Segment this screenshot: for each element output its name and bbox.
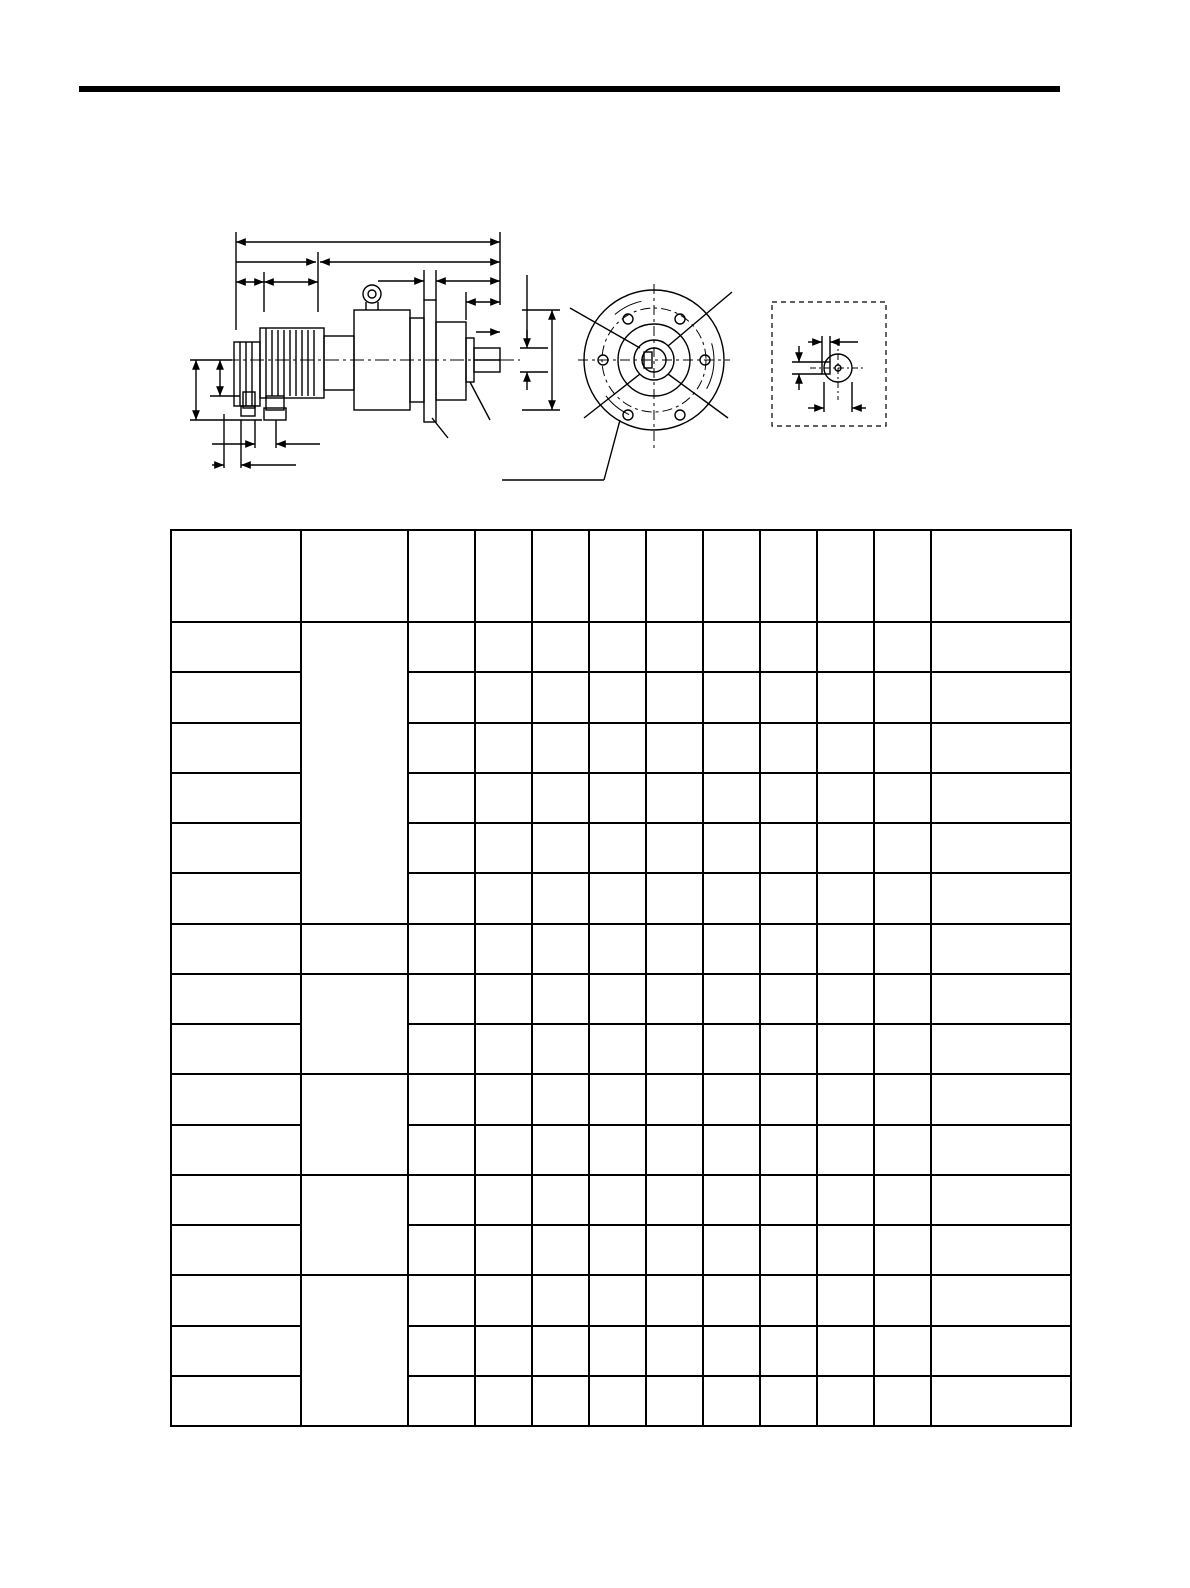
value-cell [760, 672, 817, 722]
model-cell [171, 873, 301, 923]
value-cell [532, 1225, 589, 1275]
value-cell [475, 773, 532, 823]
model-cell [171, 672, 301, 722]
value-cell [646, 1275, 703, 1325]
table-row [171, 924, 1071, 974]
value-cell [532, 1326, 589, 1376]
value-cell [817, 1175, 874, 1225]
value-cell [475, 1125, 532, 1175]
header-cell [301, 530, 408, 622]
value-cell [874, 1175, 931, 1225]
value-cell [703, 1024, 760, 1074]
header-cell [408, 530, 475, 622]
value-cell [408, 1024, 475, 1074]
table-row [171, 974, 1071, 1024]
value-cell [475, 1225, 532, 1275]
value-cell [408, 622, 475, 672]
value-cell [703, 672, 760, 722]
value-cell [874, 1024, 931, 1074]
value-cell [532, 1175, 589, 1225]
value-cell [703, 924, 760, 974]
value-cell [760, 1326, 817, 1376]
model-cell [171, 974, 301, 1024]
value-cell [589, 1326, 646, 1376]
value-cell [646, 723, 703, 773]
value-cell [532, 873, 589, 923]
value-cell [760, 773, 817, 823]
value-cell [408, 1074, 475, 1124]
flange-end-view [502, 284, 732, 480]
value-cell [817, 1326, 874, 1376]
value-cell [589, 873, 646, 923]
header-cell [171, 530, 301, 622]
value-cell [817, 1225, 874, 1275]
value-cell [589, 723, 646, 773]
value-cell [874, 924, 931, 974]
value-cell [874, 622, 931, 672]
table-body [171, 622, 1071, 1426]
value-cell [931, 672, 1071, 722]
value-cell [408, 1175, 475, 1225]
dimension-drawing [0, 0, 1190, 520]
value-cell [703, 974, 760, 1024]
table-row [171, 1275, 1071, 1325]
model-cell [171, 773, 301, 823]
value-cell [874, 723, 931, 773]
value-cell [760, 1024, 817, 1074]
value-cell [589, 672, 646, 722]
value-cell [532, 773, 589, 823]
group-cell [301, 974, 408, 1075]
value-cell [931, 1275, 1071, 1325]
value-cell [874, 1326, 931, 1376]
value-cell [874, 773, 931, 823]
group-cell [301, 1275, 408, 1426]
model-cell [171, 1376, 301, 1426]
value-cell [408, 1125, 475, 1175]
header-cell [646, 530, 703, 622]
model-cell [171, 1275, 301, 1325]
table-header-row [171, 530, 1071, 622]
value-cell [703, 823, 760, 873]
value-cell [646, 1225, 703, 1275]
dimensions-table [170, 529, 1072, 1427]
value-cell [475, 1275, 532, 1325]
value-cell [532, 672, 589, 722]
value-cell [532, 823, 589, 873]
value-cell [646, 1376, 703, 1426]
value-cell [817, 1125, 874, 1175]
value-cell [589, 1275, 646, 1325]
value-cell [646, 672, 703, 722]
value-cell [931, 1175, 1071, 1225]
value-cell [703, 1175, 760, 1225]
value-cell [589, 1024, 646, 1074]
value-cell [408, 1326, 475, 1376]
value-cell [931, 1225, 1071, 1275]
value-cell [931, 1326, 1071, 1376]
model-cell [171, 1074, 301, 1124]
value-cell [475, 1376, 532, 1426]
value-cell [931, 1376, 1071, 1426]
model-cell [171, 1125, 301, 1175]
value-cell [589, 1175, 646, 1225]
value-cell [475, 924, 532, 974]
value-cell [760, 1125, 817, 1175]
value-cell [589, 1125, 646, 1175]
value-cell [760, 1225, 817, 1275]
value-cell [532, 924, 589, 974]
value-cell [760, 823, 817, 873]
value-cell [475, 823, 532, 873]
value-cell [760, 1275, 817, 1325]
value-cell [589, 823, 646, 873]
group-cell [301, 622, 408, 924]
value-cell [589, 773, 646, 823]
value-cell [703, 1074, 760, 1124]
value-cell [703, 1376, 760, 1426]
header-cell [931, 530, 1071, 622]
value-cell [408, 974, 475, 1024]
value-cell [874, 1125, 931, 1175]
value-cell [646, 1326, 703, 1376]
header-cell [760, 530, 817, 622]
value-cell [475, 1024, 532, 1074]
value-cell [703, 1326, 760, 1376]
value-cell [475, 622, 532, 672]
value-cell [532, 1074, 589, 1124]
value-cell [646, 873, 703, 923]
table-row [171, 622, 1071, 672]
value-cell [475, 1175, 532, 1225]
group-cell [301, 1175, 408, 1276]
value-cell [703, 1225, 760, 1275]
value-cell [931, 723, 1071, 773]
group-cell [301, 1074, 408, 1175]
value-cell [874, 1225, 931, 1275]
value-cell [931, 873, 1071, 923]
value-cell [931, 1024, 1071, 1074]
value-cell [703, 1125, 760, 1175]
value-cell [703, 773, 760, 823]
value-cell [532, 1024, 589, 1074]
value-cell [589, 1376, 646, 1426]
value-cell [646, 1024, 703, 1074]
header-cell [703, 530, 760, 622]
shaft-key-detail [772, 302, 886, 426]
value-cell [408, 1225, 475, 1275]
value-cell [760, 924, 817, 974]
value-cell [760, 1376, 817, 1426]
value-cell [646, 974, 703, 1024]
value-cell [817, 1024, 874, 1074]
model-cell [171, 1326, 301, 1376]
model-cell [171, 1175, 301, 1225]
value-cell [931, 924, 1071, 974]
value-cell [874, 672, 931, 722]
value-cell [532, 1125, 589, 1175]
value-cell [475, 1074, 532, 1124]
value-cell [817, 1074, 874, 1124]
side-view [190, 232, 560, 468]
value-cell [646, 1125, 703, 1175]
header-cell [475, 530, 532, 622]
value-cell [408, 873, 475, 923]
value-cell [646, 773, 703, 823]
header-cell [532, 530, 589, 622]
value-cell [817, 723, 874, 773]
value-cell [874, 1376, 931, 1426]
value-cell [475, 672, 532, 722]
value-cell [532, 1376, 589, 1426]
value-cell [931, 773, 1071, 823]
value-cell [703, 723, 760, 773]
value-cell [760, 723, 817, 773]
value-cell [646, 1074, 703, 1124]
value-cell [874, 974, 931, 1024]
value-cell [475, 1326, 532, 1376]
value-cell [589, 924, 646, 974]
header-cell [874, 530, 931, 622]
group-cell [301, 924, 408, 974]
value-cell [408, 1275, 475, 1325]
value-cell [703, 622, 760, 672]
value-cell [817, 924, 874, 974]
value-cell [760, 622, 817, 672]
value-cell [760, 974, 817, 1024]
value-cell [646, 924, 703, 974]
value-cell [475, 873, 532, 923]
value-cell [589, 1225, 646, 1275]
value-cell [408, 773, 475, 823]
value-cell [703, 1275, 760, 1325]
value-cell [817, 622, 874, 672]
value-cell [874, 1275, 931, 1325]
value-cell [760, 1175, 817, 1225]
value-cell [874, 873, 931, 923]
value-cell [532, 723, 589, 773]
value-cell [475, 974, 532, 1024]
value-cell [817, 1376, 874, 1426]
value-cell [589, 1074, 646, 1124]
value-cell [931, 974, 1071, 1024]
value-cell [532, 622, 589, 672]
value-cell [589, 622, 646, 672]
value-cell [931, 622, 1071, 672]
value-cell [874, 823, 931, 873]
value-cell [408, 723, 475, 773]
value-cell [817, 1275, 874, 1325]
model-cell [171, 723, 301, 773]
value-cell [931, 823, 1071, 873]
value-cell [817, 672, 874, 722]
value-cell [646, 622, 703, 672]
value-cell [646, 823, 703, 873]
table-row [171, 1074, 1071, 1124]
value-cell [931, 1125, 1071, 1175]
value-cell [589, 974, 646, 1024]
value-cell [408, 672, 475, 722]
value-cell [760, 873, 817, 923]
value-cell [408, 1376, 475, 1426]
value-cell [874, 1074, 931, 1124]
value-cell [532, 974, 589, 1024]
value-cell [817, 974, 874, 1024]
value-cell [532, 1275, 589, 1325]
value-cell [817, 873, 874, 923]
model-cell [171, 924, 301, 974]
value-cell [817, 823, 874, 873]
table-row [171, 1175, 1071, 1225]
value-cell [408, 924, 475, 974]
value-cell [475, 723, 532, 773]
value-cell [817, 773, 874, 823]
header-cell [589, 530, 646, 622]
value-cell [703, 873, 760, 923]
value-cell [646, 1175, 703, 1225]
model-cell [171, 1024, 301, 1074]
value-cell [931, 1074, 1071, 1124]
model-cell [171, 823, 301, 873]
value-cell [408, 823, 475, 873]
header-cell [817, 530, 874, 622]
value-cell [760, 1074, 817, 1124]
model-cell [171, 622, 301, 672]
model-cell [171, 1225, 301, 1275]
